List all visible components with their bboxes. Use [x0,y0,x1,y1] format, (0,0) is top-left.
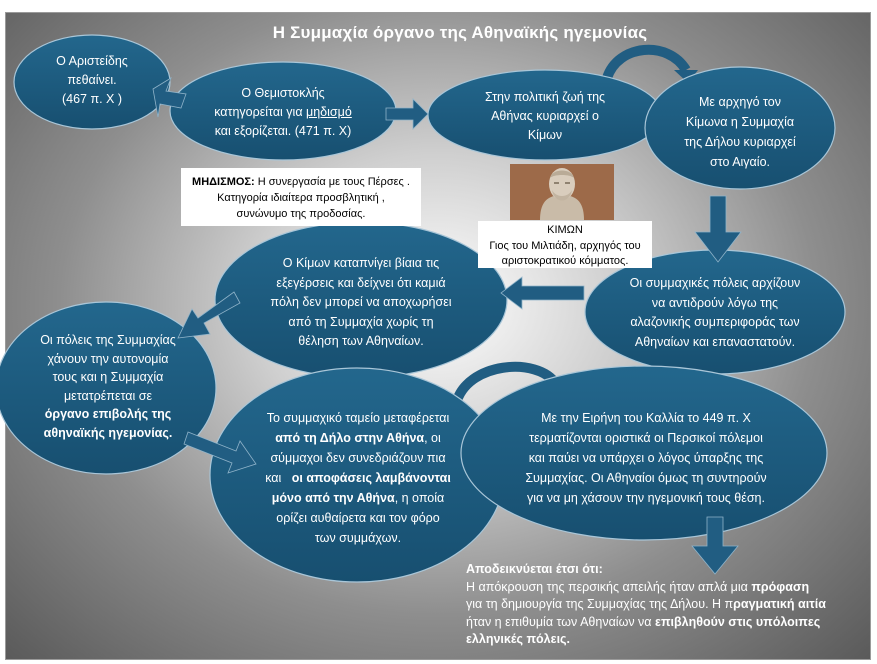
node-themistoklis-line3: και εξορίζεται. (471 π. Χ) [214,124,352,138]
node-symmachikes-line4: Αθηναίων και επαναστατούν. [634,334,796,349]
node-tameio-line5a: μόνο από την Αθήνα [271,491,395,505]
node-archigo-line1: Με αρχηγό τον [699,95,781,109]
node-symmachikes-line1: Οι συμμαχικές πόλεις αρχίζουν [629,276,801,290]
kimon-bust-image [510,164,614,220]
kimon-caption [478,223,652,270]
node-archigo-text [660,92,820,172]
node-politiki-text [440,88,650,145]
conclusion-line3a: ήταν η επιθυμία των Αθηναίων να [466,614,656,629]
node-poleis-line3: τους και η Συμμαχία [52,370,164,384]
node-tameio-line4a: και [265,471,292,485]
conclusion-line3b: επιβληθούν στις υπόλοιπες [655,614,821,629]
node-politiki-line3: Κίμων [527,128,563,142]
medismos-term: μηδισμό [306,105,352,119]
kimon-caption-line2: αριστοκρατικού κόμματος. [501,255,629,267]
node-aristeidis-text [20,52,164,109]
kimon-caption-line1: Γιος του Μιλτιάδη, αρχηγός του [489,239,641,252]
node-tameio-line4b: οι αποφάσεις λαμβάνονται [291,471,451,485]
node-poleis-line4: μετατρέπεται σε [63,388,153,403]
conclusion-line4: ελληνικές πόλεις. [466,632,571,646]
node-kimon-katapnigei-line2: εξεγέρσεις και δείχνει ότι καμιά [276,275,446,290]
curved-arrow-top [607,50,686,78]
node-archigo-line3: της Δήλου κυριαρχεί [684,135,796,149]
slide-title: Η Συμμαχία όργανο της Αθηναϊκής ηγεμονίας [272,23,648,42]
conclusion-line2a: για τη δημιουργία της Συμμαχίας της Δήλου. Η π [466,597,734,611]
conclusion-line2 [466,596,866,614]
node-symmachikes-line3: αλαζονικής συμπεριφοράς των [630,315,800,329]
node-themistoklis-line2 [178,103,388,122]
node-eirini-line3: και παύει να υπάρχει ο λόγος ύπαρξης της [528,451,764,465]
node-archigo-line2: Κίμωνα η Συμμαχία [685,115,795,129]
node-tameio-text [236,408,480,548]
kimon-portrait [510,164,614,220]
conclusion-text [466,561,866,649]
medismos-definition-line2: Κατηγορία ιδιαίτερα προσβλητική , [217,192,385,204]
node-tameio-line1: Το συμμαχικό ταμείο μεταφέρεται [266,411,450,425]
node-eirini-line5: για να μη χάσουν την ηγεμονική τους θέση. [527,491,765,505]
conclusion-heading: Αποδεικνύεται έτσι ότι: [466,562,603,576]
node-kimon-katapnigei-text [236,254,486,352]
node-eirini-line4: Συμμαχίας. Οι Αθηναίοι όμως τη συντηρούν [525,471,767,485]
conclusion-line2b: ραγματική αιτία [733,597,826,611]
conclusion-line1 [466,579,866,597]
node-themistoklis-text [178,84,388,141]
arrow-symmachikes-to-kimon [501,277,584,309]
node-tameio-line7: των συμμάχων. [314,531,402,545]
node-tameio-line6: ορίζει αυθαίρετα και τον φόρο [276,511,440,525]
node-tameio-line2a: από τη Δήλο στην Αθήνα [275,431,425,445]
node-tameio-line5 [236,488,480,508]
node-poleis-line2: χάνουν την αυτονομία [47,351,169,366]
node-kimon-katapnigei-line5: θέληση των Αθηναίων. [298,334,424,348]
medismos-definition-line1 [181,174,421,190]
node-tameio-line2 [236,428,480,448]
node-aristeidis-line1: Ο Αριστείδης [56,54,128,68]
medismos-definition-line3: συνώνυμο της προδοσίας. [236,208,366,220]
node-kimon-katapnigei-line1: Ο Κίμων καταπνίγει βίαια τις [282,256,440,270]
node-aristeidis-line2: πεθαίνει. [67,73,117,87]
conclusion-line1b: πρόφαση [751,579,810,594]
medismos-definition-term: ΜΗΔΙΣΜΟΣ: [192,176,255,188]
node-politiki-line2: Αθήνας κυριαρχεί ο [491,109,599,123]
medismos-definition-text1: Η συνεργασία με τους Πέρσες . [254,176,410,188]
node-symmachikes-text [598,274,832,352]
node-aristeidis-line3: (467 π. Χ ) [61,92,123,106]
node-tameio-line4 [236,468,480,488]
conclusion-line1a: Η απόκρουση της περσικής απειλής ήταν απλά μια [466,579,752,594]
node-eirini-line1: Με την Ειρήνη του Καλλία το 449 π. Χ [541,411,751,425]
node-tameio-line2b: , οι [424,431,441,445]
node-symmachikes-line2: να αντιδρούν λόγω της [651,295,779,310]
node-eirini-line2: τερματίζονται οριστικά οι Περσικοί πόλεμοι [529,431,763,445]
node-tameio-line3: σύμμαχοι δεν συνεδριάζουν πια [270,451,446,465]
node-politiki-line1: Στην πολιτική ζωή της [484,90,606,104]
node-eirini-text [496,408,796,508]
node-poleis-line1: Οι πόλεις της Συμμαχίας [40,333,176,347]
node-themistoklis-line1: Ο Θεμιστοκλής [241,86,325,100]
node-tameio-line5b: , η οποία [394,491,445,505]
node-poleis-text [20,331,196,442]
node-poleis-line5: όργανο επιβολής της [44,407,172,421]
node-poleis-line6: αθηναϊκής ηγεμονίας. [43,425,173,440]
medismos-definition-box [181,168,421,226]
node-kimon-katapnigei-line3: πόλη δεν μπορεί να αποχωρήσει [270,295,452,309]
node-archigo-line4: στο Αιγαίο. [709,155,770,169]
conclusion-line3 [466,614,866,632]
kimon-caption-name: ΚΙΜΩΝ [547,224,583,236]
node-kimon-katapnigei-line4: από τη Συμμαχία χωρίς τη [288,314,434,329]
node-themistoklis-line2a: κατηγορείται για [214,105,307,119]
